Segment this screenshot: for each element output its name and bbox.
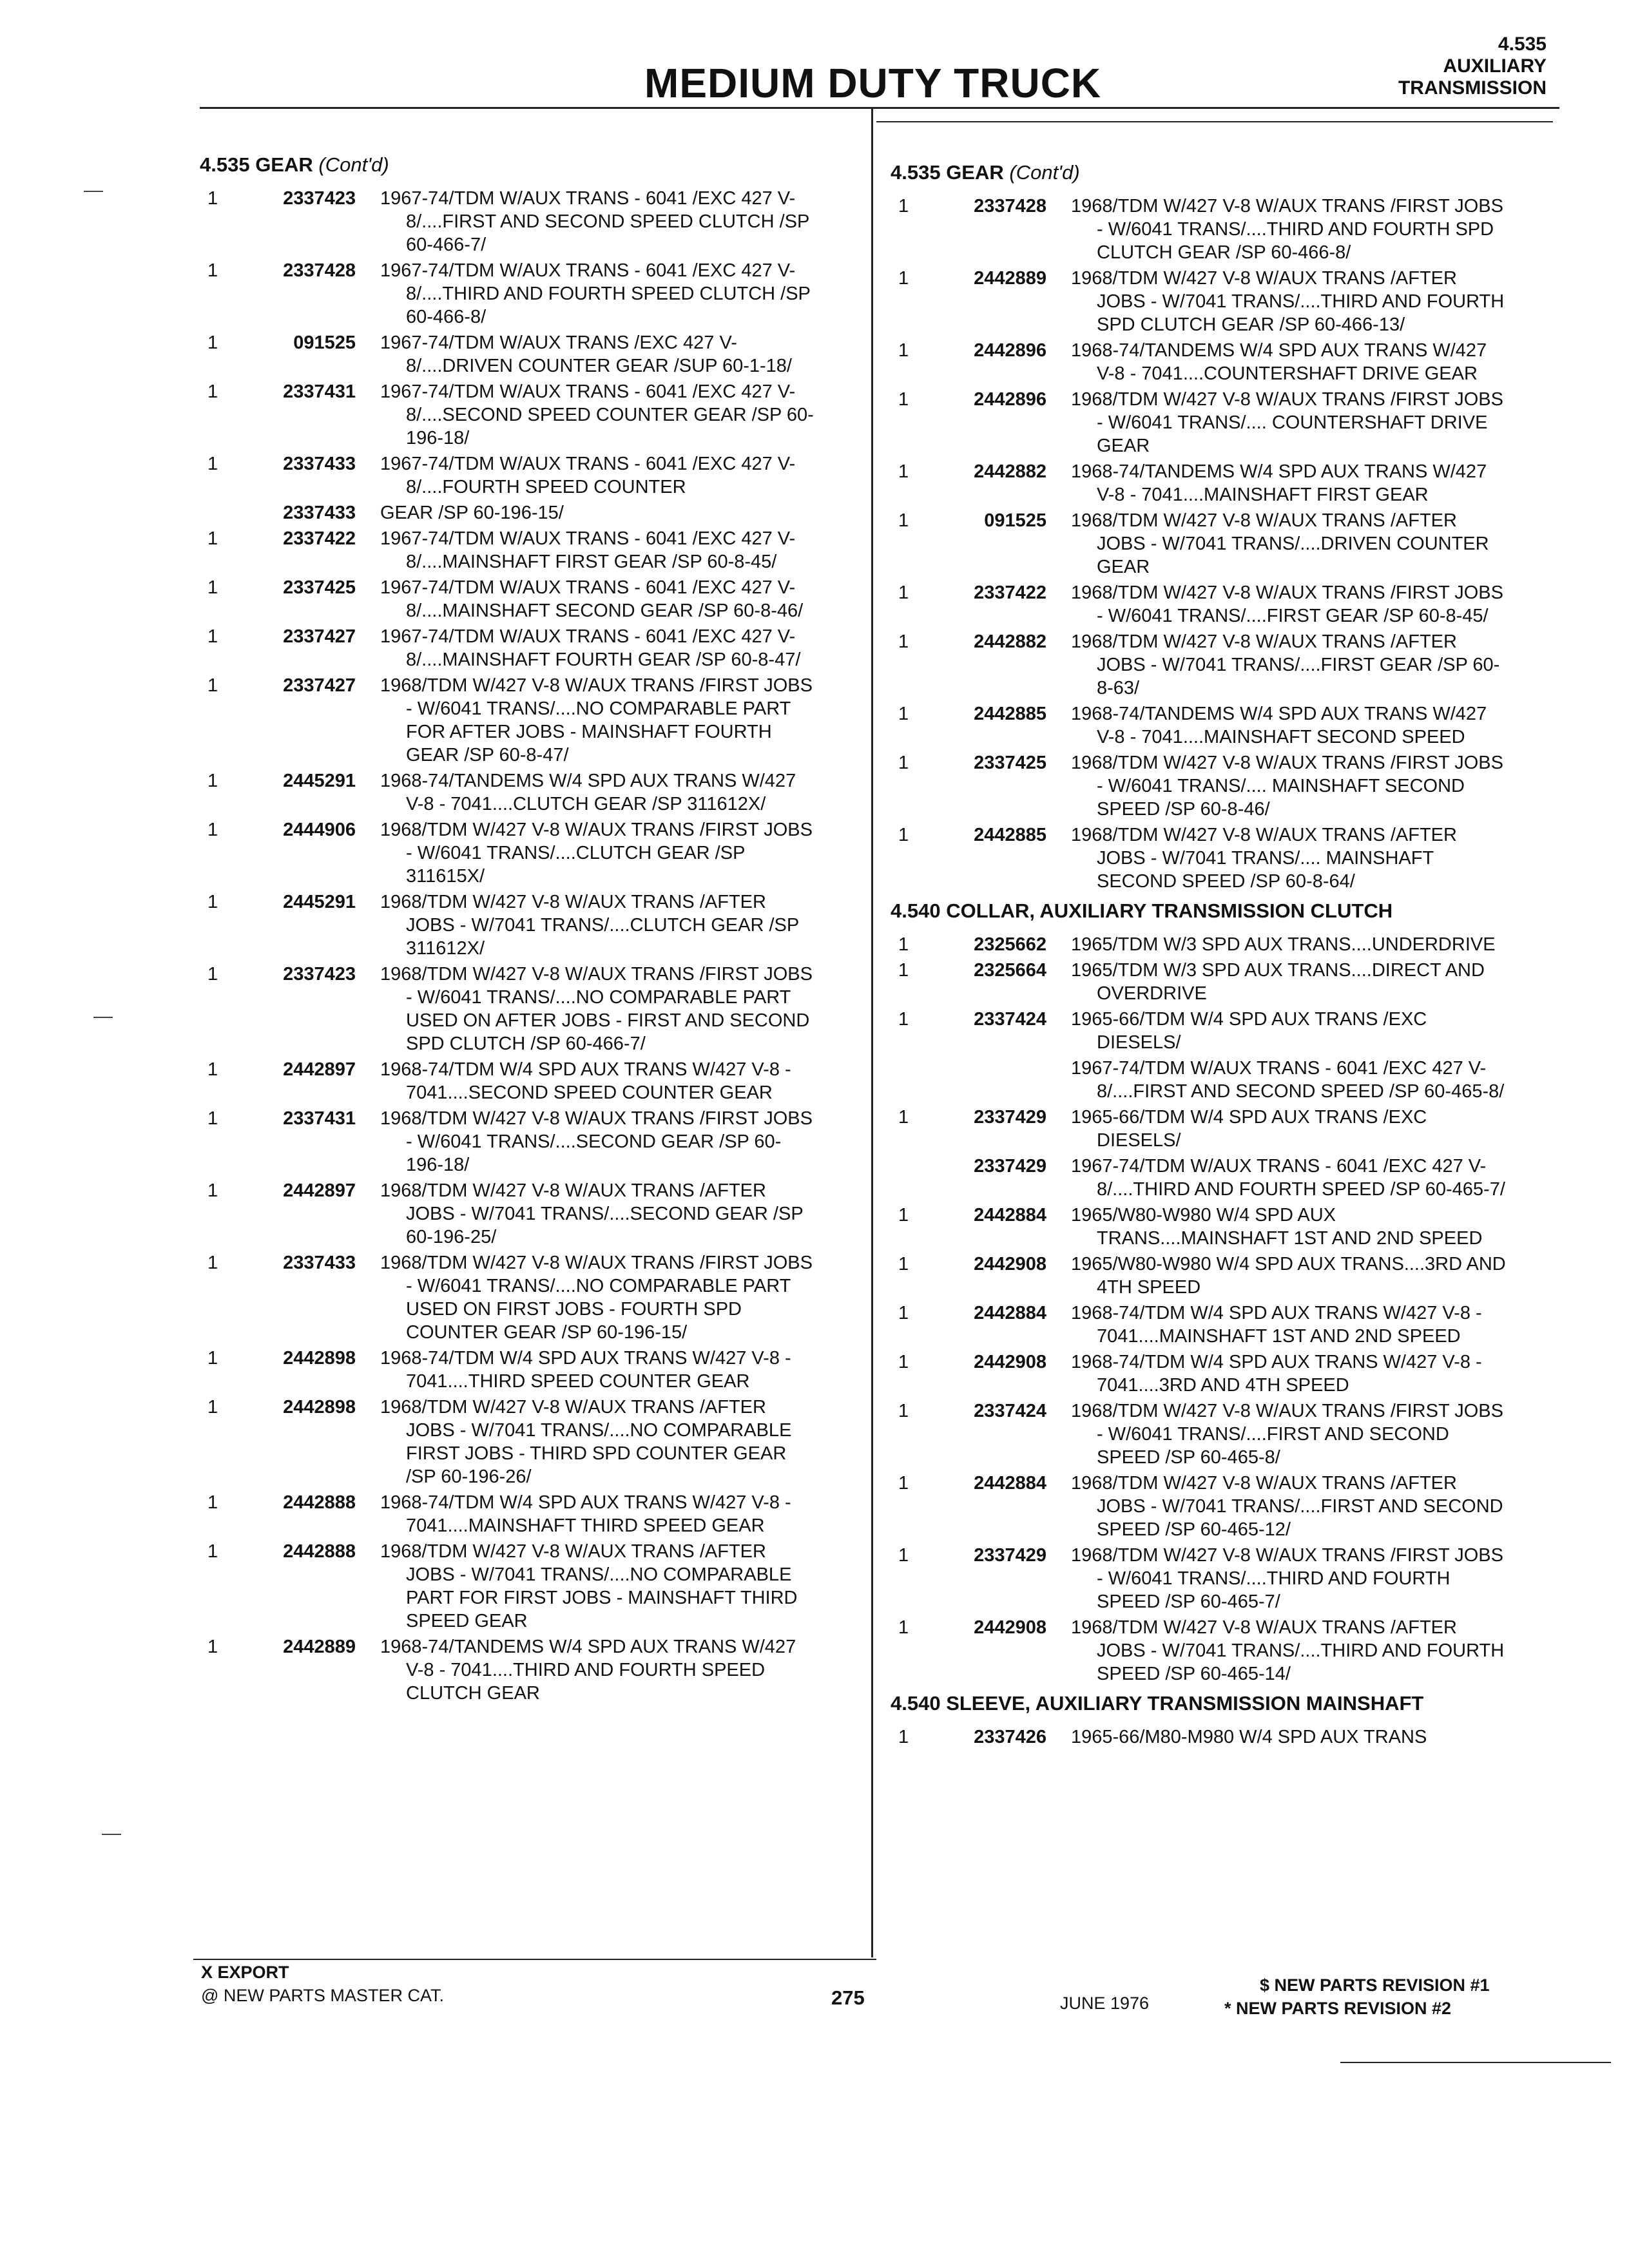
part-number: 2325662: [974, 934, 1046, 955]
part-number: 2442898: [283, 1348, 356, 1369]
part-number: 2442896: [974, 340, 1046, 361]
part-number: 2337429: [974, 1156, 1046, 1177]
part-number: 2442908: [974, 1254, 1046, 1274]
item-quantity: 1: [207, 771, 218, 791]
item-quantity: 1: [207, 1397, 218, 1418]
list-item: [891, 1472, 1548, 1541]
part-number: 2337431: [283, 1108, 356, 1129]
part-description: 1968/TDM W/427 V-8 W/AUX TRANS /AFTER JOBS - W/7041 TRANS/....FIRST AND SECOND SPEED /SP 60-465-12/: [1071, 1473, 1503, 1540]
header-rule-right: [876, 121, 1553, 122]
item-quantity: 1: [207, 1348, 218, 1369]
part-description: 1967-74/TDM W/AUX TRANS - 6041 /EXC 427 V-8/....THIRD AND FOURTH SPEED /SP 60-465-7/: [1071, 1156, 1505, 1200]
part-number: 2442908: [974, 1352, 1046, 1372]
item-quantity: 1: [207, 1059, 218, 1080]
item-quantity: 1: [898, 1545, 909, 1566]
part-description: 1968-74/TDM W/4 SPD AUX TRANS W/427 V-8 - 7041....THIRD SPEED COUNTER GEAR: [380, 1348, 791, 1392]
part-description: 1965/W80-W980 W/4 SPD AUX TRANS....3RD AND 4TH SPEED: [1071, 1254, 1506, 1298]
export-note: X EXPORT: [201, 1963, 289, 1982]
section-title: 4.540 COLLAR, AUXILIARY TRANSMISSION CLUTCH: [891, 899, 1393, 922]
item-quantity: 1: [898, 1473, 909, 1494]
header-rule: [200, 107, 1559, 109]
section-title: 4.535 GEAR (Cont'd): [200, 153, 389, 176]
list-item: [891, 195, 1548, 264]
part-description: 1967-74/TDM W/AUX TRANS /EXC 427 V-8/....DRIVEN COUNTER GEAR /SUP 60-1-18/: [380, 332, 792, 376]
part-description: 1968-74/TANDEMS W/4 SPD AUX TRANS W/427 V-8 - 7041....CLUTCH GEAR /SP 311612X/: [380, 771, 796, 814]
list-item: [200, 1179, 851, 1249]
list-item: [200, 1058, 851, 1104]
part-number: 2442885: [974, 825, 1046, 845]
list-item: [200, 674, 851, 767]
part-number: 2337433: [283, 454, 356, 474]
part-description: 1968-74/TANDEMS W/4 SPD AUX TRANS W/427 V-8 - 7041....THIRD AND FOURTH SPEED CLUTCH GEAR: [380, 1637, 796, 1704]
part-description: 1968-74/TDM W/4 SPD AUX TRANS W/427 V-8 - 7041....MAINSHAFT 1ST AND 2ND SPEED: [1071, 1303, 1482, 1347]
list-item: [200, 1491, 851, 1537]
list-item: [891, 1725, 1548, 1749]
list-item: [200, 1107, 851, 1177]
item-quantity: 1: [207, 675, 218, 696]
item-quantity: 1: [207, 964, 218, 985]
part-number: 2445291: [283, 771, 356, 791]
part-number: 2337428: [283, 260, 356, 281]
list-item: [200, 818, 851, 888]
item-quantity: 1: [898, 582, 909, 603]
parts-list: [891, 933, 1548, 1686]
part-description: 1968/TDM W/427 V-8 W/AUX TRANS /FIRST JOBS - W/6041 TRANS/....NO COMPARABLE PART FOR AFTER JOBS - MAINSHAFT FOURTH GEAR /SP 60-8-47/: [380, 675, 813, 765]
list-item: [891, 959, 1548, 1005]
part-description: 1968-74/TANDEMS W/4 SPD AUX TRANS W/427 V-8 - 7041....MAINSHAFT FIRST GEAR: [1071, 461, 1487, 505]
item-quantity: 1: [898, 1107, 909, 1128]
item-quantity: 1: [898, 510, 909, 531]
part-description: 1965-66/TDM W/4 SPD AUX TRANS /EXC DIESELS/: [1071, 1009, 1427, 1053]
footer-rule: [193, 1959, 876, 1960]
section-number: 4.535: [1498, 34, 1547, 55]
part-description: 1967-74/TDM W/AUX TRANS - 6041 /EXC 427 V-8/....SECOND SPEED COUNTER GEAR /SP 60-196-18/: [380, 381, 814, 448]
page-title: MEDIUM DUTY TRUCK: [644, 60, 1102, 106]
list-item: [891, 751, 1548, 821]
item-quantity: 1: [898, 960, 909, 981]
section-name-line1: AUXILIARY: [1443, 55, 1547, 77]
part-number: 2442897: [283, 1059, 356, 1080]
part-description: 1965-66/TDM W/4 SPD AUX TRANS /EXC DIESELS/: [1071, 1107, 1427, 1151]
list-item: [200, 963, 851, 1055]
part-number: 2337429: [974, 1107, 1046, 1128]
list-item: [891, 1008, 1548, 1054]
part-description: 1968/TDM W/427 V-8 W/AUX TRANS /AFTER JOBS - W/7041 TRANS/....THIRD AND FOURTH SPEED /SP 60-465-14/: [1071, 1617, 1505, 1684]
part-number: 2337431: [283, 381, 356, 402]
part-description: GEAR /SP 60-196-15/: [380, 503, 564, 523]
item-quantity: 1: [207, 1180, 218, 1201]
list-item: [891, 933, 1548, 956]
right-column: [891, 155, 1548, 1751]
item-quantity: 1: [207, 1541, 218, 1562]
part-number: 2337424: [974, 1401, 1046, 1421]
part-number: 2337425: [283, 577, 356, 598]
list-item: [200, 1396, 851, 1488]
list-item: [891, 1106, 1548, 1152]
part-description: 1968/TDM W/427 V-8 W/AUX TRANS /AFTER JOBS - W/7041 TRANS/....CLUTCH GEAR /SP 311612X/: [380, 892, 799, 959]
parts-list: [200, 187, 851, 1705]
part-description: 1965/TDM W/3 SPD AUX TRANS....UNDERDRIVE: [1071, 934, 1496, 955]
item-quantity: 1: [898, 704, 909, 724]
parts-list: [891, 1725, 1548, 1749]
part-number: 2442889: [974, 268, 1046, 289]
part-number: 2444906: [283, 820, 356, 840]
item-quantity: 1: [207, 820, 218, 840]
item-quantity: 1: [207, 1108, 218, 1129]
part-description: 1967-74/TDM W/AUX TRANS - 6041 /EXC 427 V-8/....THIRD AND FOURTH SPEED CLUTCH /SP 60-466-8/: [380, 260, 811, 327]
section-name-line2: TRANSMISSION: [1398, 77, 1547, 99]
part-description: 1968/TDM W/427 V-8 W/AUX TRANS /AFTER JOBS - W/7041 TRANS/....NO COMPARABLE PART FOR FIRST JOBS - MAINSHAFT THIRD SPEED GEAR: [380, 1541, 798, 1631]
part-number: 2442896: [974, 389, 1046, 410]
part-description: 1965/W80-W980 W/4 SPD AUX TRANS....MAINSHAFT 1ST AND 2ND SPEED: [1071, 1205, 1483, 1249]
page-number: 275: [831, 1986, 865, 2009]
part-description: 1968-74/TDM W/4 SPD AUX TRANS W/427 V-8 - 7041....SECOND SPEED COUNTER GEAR: [380, 1059, 791, 1103]
item-quantity: 1: [898, 268, 909, 289]
part-number: 2337433: [283, 1253, 356, 1273]
list-item: [200, 259, 851, 329]
part-description: 1968/TDM W/427 V-8 W/AUX TRANS /AFTER JOBS - W/7041 TRANS/.... MAINSHAFT SECOND SPEED /SP 60-8-64/: [1071, 825, 1457, 892]
part-number: 2445291: [283, 892, 356, 912]
part-description: 1968/TDM W/427 V-8 W/AUX TRANS /AFTER JOBS - W/7041 TRANS/....THIRD AND FOURTH SPD CLUTCH GEAR /SP 60-466-13/: [1071, 268, 1505, 335]
list-item: [200, 769, 851, 816]
part-description: 1968-74/TDM W/4 SPD AUX TRANS W/427 V-8 - 7041....3RD AND 4TH SPEED: [1071, 1352, 1482, 1396]
list-item: [200, 527, 851, 573]
part-number: 2442885: [974, 704, 1046, 724]
list-item: [200, 187, 851, 256]
part-number: 2442884: [974, 1205, 1046, 1225]
part-description: 1967-74/TDM W/AUX TRANS - 6041 /EXC 427 V-8/....FIRST AND SECOND SPEED CLUTCH /SP 60-466-7/: [380, 188, 809, 255]
item-quantity: 1: [898, 196, 909, 216]
part-description: 1968/TDM W/427 V-8 W/AUX TRANS /FIRST JOBS - W/6041 TRANS/....THIRD AND FOURTH SPD CLUTCH GEAR /SP 60-466-8/: [1071, 196, 1503, 263]
part-description: 1968/TDM W/427 V-8 W/AUX TRANS /FIRST JOBS - W/6041 TRANS/....CLUTCH GEAR /SP 311615X/: [380, 820, 813, 887]
part-description: 1967-74/TDM W/AUX TRANS - 6041 /EXC 427 V-8/....MAINSHAFT SECOND GEAR /SP 60-8-46/: [380, 577, 804, 621]
item-quantity: 1: [207, 188, 218, 209]
revision-note-2: * NEW PARTS REVISION #2: [1224, 1999, 1452, 2018]
part-description: 1968/TDM W/427 V-8 W/AUX TRANS /FIRST JOBS - W/6041 TRANS/....FIRST AND SECOND SPEED /SP 60-465-8/: [1071, 1401, 1503, 1468]
margin-mark: [102, 1834, 121, 1835]
list-item: [891, 630, 1548, 700]
item-quantity: 1: [898, 340, 909, 361]
part-description: 1965/TDM W/3 SPD AUX TRANS....DIRECT AND OVERDRIVE: [1071, 960, 1485, 1004]
list-item: [891, 702, 1548, 749]
item-quantity: 1: [898, 1352, 909, 1372]
parts-list: [891, 195, 1548, 893]
part-number: 2442908: [974, 1617, 1046, 1638]
margin-mark: [84, 191, 103, 192]
part-description: 1968/TDM W/427 V-8 W/AUX TRANS /FIRST JOBS - W/6041 TRANS/.... MAINSHAFT SECOND SPEED /SP 60-8-46/: [1071, 753, 1503, 820]
part-number: 2337425: [974, 753, 1046, 773]
item-quantity: 1: [898, 1205, 909, 1225]
part-number: 091525: [984, 510, 1046, 531]
list-item: [200, 1540, 851, 1633]
part-number: 2337429: [974, 1545, 1046, 1566]
item-quantity: 1: [898, 1617, 909, 1638]
item-quantity: 1: [207, 1253, 218, 1273]
part-number: 2442898: [283, 1397, 356, 1418]
item-quantity: [891, 1155, 929, 1201]
item-quantity: [891, 1057, 929, 1103]
part-number: 2337427: [283, 675, 356, 696]
item-quantity: 1: [207, 626, 218, 647]
part-number: 2337422: [283, 528, 356, 549]
item-quantity: 1: [207, 577, 218, 598]
part-number: 2337424: [974, 1009, 1046, 1030]
part-number: 2337427: [283, 626, 356, 647]
item-quantity: 1: [898, 1727, 909, 1747]
part-number: 091525: [293, 332, 356, 353]
list-item: [200, 1635, 851, 1705]
part-description: 1968/TDM W/427 V-8 W/AUX TRANS /FIRST JOBS - W/6041 TRANS/.... COUNTERSHAFT DRIVE GEAR: [1071, 389, 1503, 456]
list-item: [200, 890, 851, 960]
left-column: [200, 147, 851, 1707]
list-item: [891, 581, 1548, 628]
part-number: 2337423: [283, 964, 356, 985]
list-item: [200, 1251, 851, 1344]
list-item: [200, 501, 851, 524]
part-number: 2442897: [283, 1180, 356, 1201]
part-number: 2442884: [974, 1473, 1046, 1494]
part-number: [929, 1057, 1071, 1103]
part-number: 2442888: [283, 1492, 356, 1513]
bottom-right-rule: [1340, 2062, 1611, 2063]
item-quantity: 1: [898, 753, 909, 773]
list-item: [200, 1347, 851, 1393]
list-item: [891, 1057, 1548, 1103]
part-description: 1968/TDM W/427 V-8 W/AUX TRANS /FIRST JOBS - W/6041 TRANS/....NO COMPARABLE PART USED ON FIRST JOBS - FOURTH SPD COUNTER GEAR /SP 60-196-15/: [380, 1253, 813, 1343]
item-quantity: 1: [898, 825, 909, 845]
revision-note-1: $ NEW PARTS REVISION #1: [1260, 1975, 1490, 1995]
list-item: [891, 1155, 1548, 1201]
item-quantity: [200, 501, 238, 524]
list-item: [891, 1399, 1548, 1469]
item-quantity: 1: [207, 1492, 218, 1513]
item-quantity: 1: [207, 528, 218, 549]
part-description: 1967-74/TDM W/AUX TRANS - 6041 /EXC 427 V-8/....MAINSHAFT FIRST GEAR /SP 60-8-45/: [380, 528, 796, 572]
page-date: JUNE 1976: [1060, 1994, 1150, 2013]
list-item: [891, 460, 1548, 506]
part-number: 2337422: [974, 582, 1046, 603]
list-item: [200, 576, 851, 622]
list-item: [891, 267, 1548, 336]
part-number: 2442888: [283, 1541, 356, 1562]
part-description: 1968/TDM W/427 V-8 W/AUX TRANS /FIRST JOBS - W/6041 TRANS/....FIRST GEAR /SP 60-8-45/: [1071, 582, 1503, 626]
part-description: 1968/TDM W/427 V-8 W/AUX TRANS /AFTER JOBS - W/7041 TRANS/....SECOND GEAR /SP 60-196-25/: [380, 1180, 804, 1247]
part-description: 1965-66/M80-M980 W/4 SPD AUX TRANS: [1071, 1727, 1427, 1747]
part-description: 1968/TDM W/427 V-8 W/AUX TRANS /AFTER JOBS - W/7041 TRANS/....DRIVEN COUNTER GEAR: [1071, 510, 1489, 577]
part-description: 1968-74/TANDEMS W/4 SPD AUX TRANS W/427 V-8 - 7041....COUNTERSHAFT DRIVE GEAR: [1071, 340, 1487, 384]
part-description: 1968/TDM W/427 V-8 W/AUX TRANS /AFTER JOBS - W/7041 TRANS/....NO COMPARABLE FIRST JOBS - THIRD SPD COUNTER GEAR /SP 60-196-26/: [380, 1397, 792, 1487]
part-number: 2442882: [974, 631, 1046, 652]
list-item: [891, 509, 1548, 579]
part-number: 2442889: [283, 1637, 356, 1657]
part-description: 1968-74/TDM W/4 SPD AUX TRANS W/427 V-8 - 7041....MAINSHAFT THIRD SPEED GEAR: [380, 1492, 791, 1536]
item-quantity: 1: [898, 934, 909, 955]
item-quantity: 1: [207, 892, 218, 912]
part-description: 1968/TDM W/427 V-8 W/AUX TRANS /FIRST JOBS - W/6041 TRANS/....THIRD AND FOURTH SPEED /SP 60-465-7/: [1071, 1545, 1503, 1612]
list-item: [891, 823, 1548, 893]
part-description: 1968-74/TANDEMS W/4 SPD AUX TRANS W/427 V-8 - 7041....MAINSHAFT SECOND SPEED: [1071, 704, 1487, 747]
item-quantity: 1: [898, 1009, 909, 1030]
section-title: 4.535 GEAR (Cont'd): [891, 161, 1080, 184]
part-number: 2325664: [974, 960, 1046, 981]
item-quantity: 1: [898, 1303, 909, 1323]
column-divider: [871, 108, 873, 1957]
part-description: 1968/TDM W/427 V-8 W/AUX TRANS /FIRST JOBS - W/6041 TRANS/....NO COMPARABLE PART USED ON AFTER JOBS - FIRST AND SECOND SPD CLUTCH /SP 60-466-7/: [380, 964, 813, 1054]
list-item: [200, 380, 851, 450]
section-header: [1398, 34, 1547, 99]
part-description: 1967-74/TDM W/AUX TRANS - 6041 /EXC 427 V-8/....MAINSHAFT FOURTH GEAR /SP 60-8-47/: [380, 626, 801, 670]
item-quantity: 1: [207, 1637, 218, 1657]
list-item: [891, 1350, 1548, 1397]
margin-mark: [93, 1017, 113, 1018]
list-item: [891, 1544, 1548, 1613]
item-quantity: 1: [898, 1254, 909, 1274]
list-item: [891, 1204, 1548, 1250]
list-item: [200, 625, 851, 671]
list-item: [891, 1253, 1548, 1299]
part-number: 2442884: [974, 1303, 1046, 1323]
part-description: 1967-74/TDM W/AUX TRANS - 6041 /EXC 427 V-8/....FOURTH SPEED COUNTER: [380, 454, 796, 497]
list-item: [891, 339, 1548, 385]
item-quantity: 1: [207, 381, 218, 402]
list-item: [891, 388, 1548, 457]
item-quantity: 1: [207, 260, 218, 281]
part-number: 2337428: [974, 196, 1046, 216]
item-quantity: 1: [898, 461, 909, 482]
item-quantity: 1: [207, 332, 218, 353]
list-item: [200, 331, 851, 378]
part-number: 2337433: [283, 503, 356, 523]
list-item: [891, 1302, 1548, 1348]
part-number: 2337423: [283, 188, 356, 209]
item-quantity: 1: [898, 631, 909, 652]
part-description: 1967-74/TDM W/AUX TRANS - 6041 /EXC 427 V-8/....FIRST AND SECOND SPEED /SP 60-465-8/: [1071, 1058, 1505, 1102]
part-description: 1968/TDM W/427 V-8 W/AUX TRANS /FIRST JOBS - W/6041 TRANS/....SECOND GEAR /SP 60-196-18/: [380, 1108, 813, 1175]
item-quantity: 1: [898, 389, 909, 410]
part-description: 1968/TDM W/427 V-8 W/AUX TRANS /AFTER JOBS - W/7041 TRANS/....FIRST GEAR /SP 60-8-63/: [1071, 631, 1500, 698]
section-title: 4.540 SLEEVE, AUXILIARY TRANSMISSION MAINSHAFT: [891, 1692, 1424, 1715]
master-note: @ NEW PARTS MASTER CAT.: [201, 1986, 444, 2005]
item-quantity: 1: [207, 454, 218, 474]
part-number: 2337426: [974, 1727, 1046, 1747]
list-item: [200, 452, 851, 499]
part-number: 2442882: [974, 461, 1046, 482]
item-quantity: 1: [898, 1401, 909, 1421]
list-item: [891, 1616, 1548, 1686]
